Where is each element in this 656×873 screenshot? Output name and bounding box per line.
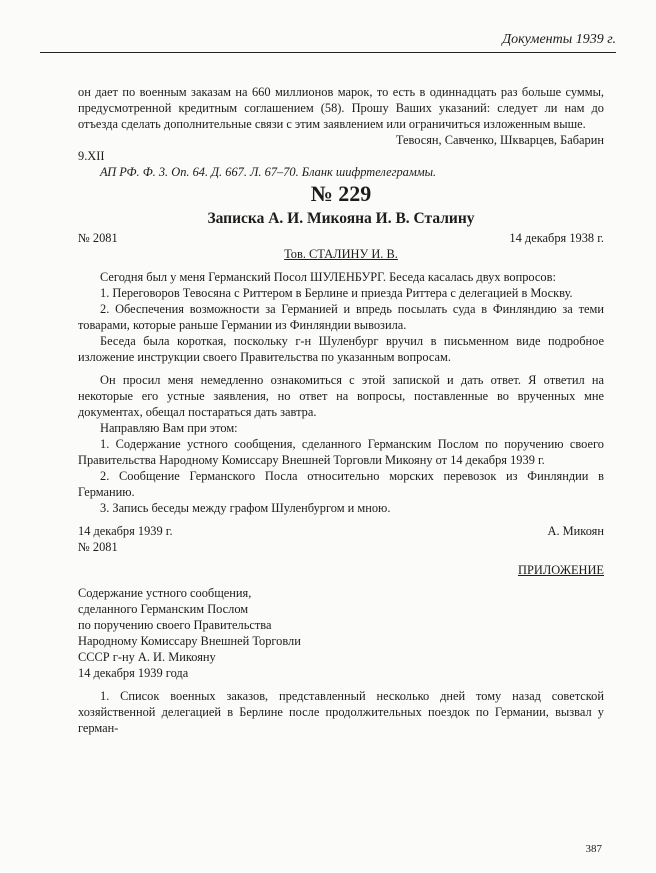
registration-number-2: № 2081 <box>78 540 118 554</box>
appendix-line: Народному Комиссару Внешней Торговли <box>78 634 301 648</box>
signers: Тевосян, Савченко, Шкварцев, Бабарин <box>395 133 604 147</box>
appendix-line: по поручению своего Правительства <box>78 618 272 632</box>
signature-row <box>78 523 604 539</box>
registration-number: № 2081 <box>78 231 118 245</box>
paragraph: 2. Сообщение Германского Посла относительно морских перевозок из Финляндии в Германию. <box>78 469 604 499</box>
appendix-heading <box>78 585 604 681</box>
appendix-line: Содержание устного сообщения, <box>78 586 252 600</box>
paragraph: 1. Содержание устного сообщения, сделанного Германским Послом по поручению своего Правительства Народному Комиссару Внешней Торговли Микояну от 14 декабря 1939 г. <box>78 437 604 467</box>
addressee: Тов. СТАЛИНУ И. В. <box>284 247 398 261</box>
signature-name: А. Микоян <box>547 524 604 538</box>
document-title: Записка А. И. Микояна И. В. Сталину <box>207 210 475 227</box>
paragraph: 1. Список военных заказов, представленный несколько дней тому назад советской хозяйственной делегацией в Берлине после продолжительных поездок по Германии, вызвал у герман- <box>78 689 604 735</box>
appendix-line: сделанного Германским Послом <box>78 602 249 616</box>
registration-date: 14 декабря 1938 г. <box>509 231 604 245</box>
document-number: № 229 <box>310 181 372 206</box>
registration-row <box>78 230 604 246</box>
paragraph: Он просил меня немедленно ознакомиться с этой запиской и дать ответ. Я ответил на некоторые его устные заявления, но ответ на вопросы, поставленные во врученных мне документах, обещал постараться дать завтра. <box>78 373 604 419</box>
paragraph: Сегодня был у меня Германский Посол ШУЛЕНБУРГ. Беседа касалась двух вопросов: <box>100 270 556 284</box>
document-body <box>78 84 604 736</box>
signature-date: 14 декабря 1939 г. <box>78 524 173 538</box>
appendix-line: СССР г-ну А. И. Микояну <box>78 650 216 664</box>
running-header: Документы 1939 г. <box>40 28 616 53</box>
appendix-line: 14 декабря 1939 года <box>78 666 189 680</box>
appendix-label: ПРИЛОЖЕНИЕ <box>518 563 604 577</box>
paragraph: 3. Запись беседы между графом Шуленбургом и мною. <box>100 501 391 515</box>
telegram-date: 9.XII <box>78 149 105 163</box>
archive-source: АП РФ. Ф. 3. Оп. 64. Д. 667. Л. 67–70. Бланк шифртелеграммы. <box>100 165 437 179</box>
page-number: 387 <box>585 843 602 855</box>
paragraph-continued: он дает по военным заказам на 660 миллионов марок, то есть в одиннадцать раз больше суммы, предусмотренной кредитным соглашением (58). Прошу Ваших указаний: следует ли нам до отъезда сделать дополнительные связи с этим заявлением или ограничиться изложенным выше. <box>78 85 604 131</box>
paragraph: Беседа была короткая, поскольку г-н Шуленбург вручил в письменном виде подробное изложение инструкции своего Правительства по указанным вопросам. <box>78 334 604 364</box>
paragraph: Направляю Вам при этом: <box>100 421 238 435</box>
paragraph: 1. Переговоров Тевосяна с Риттером в Берлине и приезда Риттера с делегацией в Москву. <box>100 286 573 300</box>
paragraph: 2. Обеспечения возможности за Германией и впредь посылать суда в Финляндию за теми товарами, которые раньше Германии из Финляндии вывозила. <box>78 302 604 332</box>
